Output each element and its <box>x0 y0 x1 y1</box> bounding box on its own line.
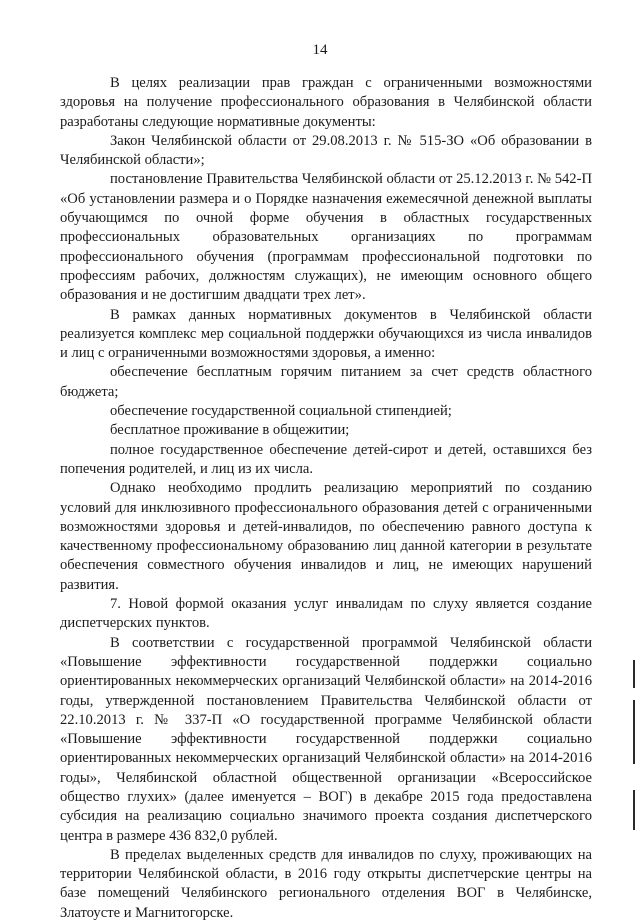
paragraph-dispatch-points: 7. Новой формой оказания услуг инвалидам по слуху является создание диспетчерских пунктов. <box>60 596 592 632</box>
scan-edge-mark <box>633 660 635 688</box>
page-number: 14 <box>312 42 328 58</box>
scan-edge-mark <box>633 700 635 764</box>
list-item-orphans: полное государственное обеспечение детей-сирот и детей, оставшихся без попечения родителей, и лиц из их числа. <box>60 441 592 477</box>
paragraph-dispatch-centers: В пределах выделенных средств для инвалидов по слуху, проживающих на территории Челябинской области, в 2016 году открыты диспетчерские центры на базе помещений Челябинского регионального отделения ВОГ в Челябинске, Златоусте и Магнитогорске. <box>60 846 592 921</box>
paragraph-support-measures: В рамках данных нормативных документов в Челябинской области реализуется комплекс мер социальной поддержки обучающихся из числа инвалидов и лиц с ограниченными возможностями здоровья, а именно: <box>60 306 592 362</box>
paragraph-resolution-542: постановление Правительства Челябинской области от 25.12.2013 г. № 542-П «Об установлении размера и о Порядке назначения ежемесячной денежной выплаты обучающимся по очной форме обучения в областных государственных профессиональных образовательных организациях по программам профессионального обучения (программам профессиональной подготовки по профессиям рабочих, должностям служащих), не имеющим основного общего образования и не достигшим двадцати трех лет». <box>60 171 592 304</box>
list-item-dormitory: бесплатное проживание в общежитии; <box>110 422 350 439</box>
scan-edge-mark <box>633 790 635 830</box>
paragraph-intro: В целях реализации прав граждан с ограниченными возможностями здоровья на получение профессионального образования в Челябинской области разработаны следующие нормативные документы: <box>60 75 592 130</box>
list-item-stipend: обеспечение государственной социальной стипендией; <box>110 403 452 420</box>
list-item-meals: обеспечение бесплатным горячим питанием за счет средств областного бюджета; <box>60 364 592 400</box>
paragraph-state-program: В соответствии с государственной программой Челябинской области «Повышение эффективности государственной поддержки социально ориентированных некоммерческих организаций Челябинской области» на 2014-2016 годы, утвержденной постановлением Правительства Челябинской области от 22.10.2013 г. № 337-П «О государственной программе Челябинской области «Повышение эффективности государственной поддержки социально ориентированных некоммерческих организаций Челябинской области» на 2014-2016 годы», Челябинской областной общественной организации «Всероссийское общество глухих» (далее именуется – ВОГ) в декабре 2015 года предоставлена субсидия на реализацию социально значимого проекта создания диспетчерского центра в размере 436 832,0 рублей. <box>60 634 592 844</box>
document-body <box>60 74 592 923</box>
paragraph-inclusive-education: Однако необходимо продлить реализацию мероприятий по созданию условий для инклюзивного профессионального образования детей с ограниченными возможностями здоровья и детей-инвалидов, по обеспечению равного доступа к качественному профессиональному образованию лиц данной категории в результате обеспечения совместного обучения инвалидов и лиц, не имеющих нарушений развития. <box>60 480 592 593</box>
paragraph-law-515: Закон Челябинской области от 29.08.2013 г. № 515-ЗО «Об образовании в Челябинской области»; <box>60 132 592 169</box>
